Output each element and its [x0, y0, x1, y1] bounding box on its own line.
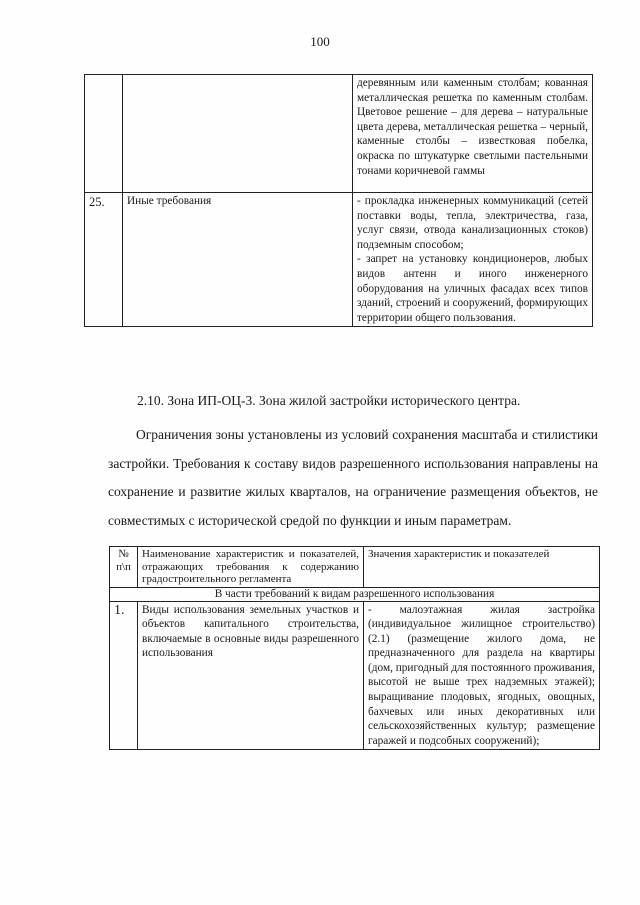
row-value-cell: деревянным или каменным столбам; кованная металлическая решетка по каменным столбам. Цветовое решение – для дерева – натуральные цвета дерева, металлическая решетка – черный, каменные столбы – известковая побелка, окраска по штукатурке светлыми пастельными тонами коричневой гаммы	[353, 75, 593, 193]
row-name-cell	[123, 75, 353, 193]
table-row	[85, 75, 593, 193]
row-value-cell: - малоэтажная жилая застройка (индивидуальное жилищное строительство) (2.1) (размещение жилого дома, не предназначенного для раздела на квартиры (дом, пригодный для постоянного проживания, высотой не выше трех надземных этажей); выращивание плодовых, ягодных, овощных, бахчевых или иных декоративных или сельскохозяйственных культур; размещение гаражей и подсобных сооружений);	[364, 601, 600, 750]
table-row	[110, 601, 600, 750]
body-paragraph: Ограничения зоны установлены из условий сохранения масштаба и стилистики застройки. Требования к составу видов разрешенного использования направлены на сохранение и развитие жилых кварталов, на ограничение размещения объектов, не совместимых с исторической средой по функции и иным параметрам.	[108, 427, 598, 528]
header-number-cell: № п\п	[110, 547, 138, 588]
row-number-cell	[85, 75, 123, 193]
table-subheading-row	[110, 587, 600, 601]
value-item: - прокладка инженерных коммуникаций (сетей поставки воды, тепла, электричества, газа, услуг связи, отвода канализационных стоков) подземным способом;	[357, 195, 588, 251]
row-value-cell	[353, 193, 593, 327]
header-value-cell: Значения характеристик и показателей	[364, 547, 600, 588]
row-number-cell: 25.	[85, 193, 123, 327]
row-name-cell: Виды использования земельных участков и объектов капитального строительства, включаемые в основные виды разрешенного использования	[138, 601, 364, 750]
page-number: 100	[310, 34, 330, 49]
section-heading: 2.10. Зона ИП-ОЦ-3. Зона жилой застройки исторического центра.	[137, 393, 521, 408]
zone-parameters-table	[109, 546, 600, 750]
row-name-cell: Иные требования	[123, 193, 353, 327]
row-number-cell: 1.	[110, 601, 138, 750]
header-name-cell: Наименование характеристик и показателей, отражающих требования к содержанию градостроительного регламента	[138, 547, 364, 588]
requirements-table-continued	[84, 74, 593, 327]
value-item: - запрет на установку кондиционеров, любых видов антенн и иного инженерного оборудования на уличных фасадах всех типов зданий, строений и сооружений, формирующих территории общего пользования.	[357, 253, 588, 324]
table-header-row	[110, 547, 600, 588]
table-row	[85, 193, 593, 327]
table-subheading: В части требований к видам разрешенного использования	[110, 587, 600, 601]
